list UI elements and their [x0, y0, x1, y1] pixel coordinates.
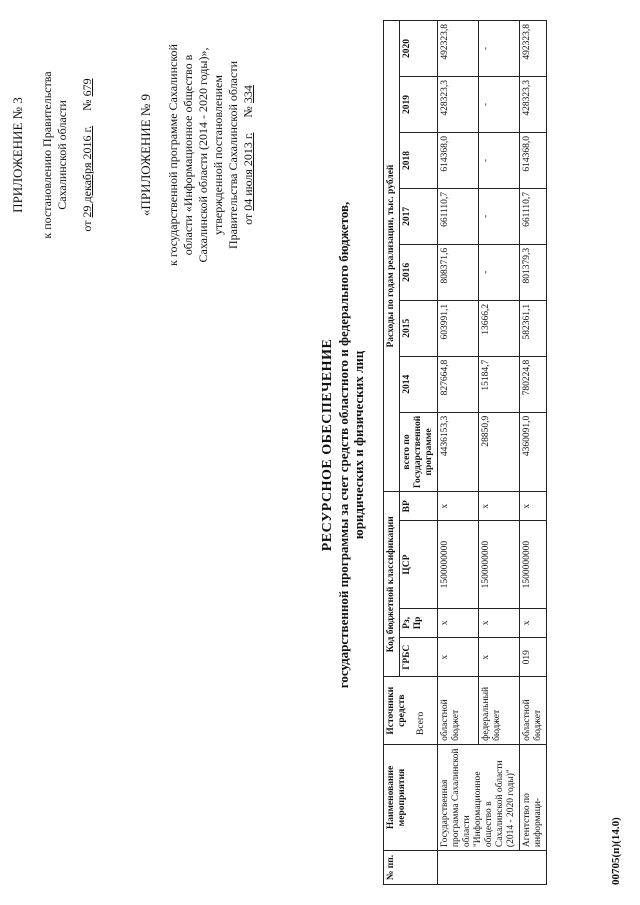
cell-rzpr: х — [438, 608, 479, 637]
cell-2016: - — [479, 244, 520, 300]
cell-grbs: х — [479, 638, 520, 677]
appendix-3-block — [10, 5, 95, 305]
document-subtitle-line2: юридических и физических лиц — [351, 350, 366, 540]
header-year: 2020 — [400, 21, 438, 77]
cell-2014: 780224,8 — [520, 356, 547, 412]
cell-vr: х — [520, 492, 547, 521]
header-grbs: ГРБС — [400, 638, 438, 677]
cell-executor: Агентство по информаци- — [520, 744, 547, 850]
appendix-9-line4: утвержденной постановлением — [211, 75, 225, 235]
cell-2017: 661110,7 — [520, 188, 547, 244]
cell-2019: - — [479, 77, 520, 133]
cell-2020: 492323,8 — [438, 21, 479, 77]
program-name-cell: Государственная программа Сахалинской области "Информационное общество в Сахалинской области (2014 - 2020 годы)" — [438, 744, 520, 850]
resource-table — [383, 20, 547, 885]
header-year: 2014 — [400, 356, 438, 412]
header-rzpr: Рз, Пр — [400, 608, 438, 637]
cell-2020: 492323,8 — [520, 21, 547, 77]
cell-source: федеральный бюджет — [479, 677, 520, 744]
row-number-cell — [438, 851, 547, 885]
cell-2018: - — [479, 133, 520, 189]
appendix-9-from-label: от — [241, 213, 255, 225]
document-title: РЕСУРСНОЕ ОБЕСПЕЧЕНИЕ — [320, 338, 335, 552]
appendix-9-date-line — [241, 5, 256, 305]
header-total: всего по Государственной программе — [400, 412, 438, 491]
cell-vr: х — [479, 492, 520, 521]
header-source: Источники средств — [384, 677, 438, 744]
appendix-9-date: 04 июля 2013 г. — [241, 132, 255, 211]
cell-2019: 428323,3 — [438, 77, 479, 133]
cell-2017: - — [479, 188, 520, 244]
header-csr: ЦСР — [400, 521, 438, 608]
header-expenses: Расходы по годам реализации, тыс. рублей — [384, 21, 400, 492]
cell-2014: 827664,8 — [438, 356, 479, 412]
appendix-3-title: ПРИЛОЖЕНИЕ № 3 — [10, 97, 25, 213]
appendix-9-line3: Сахалинской области (2014 - 2020 годы)», — [196, 47, 210, 263]
cell-source: областной бюджет — [520, 677, 547, 744]
cell-2019: 428323,3 — [520, 77, 547, 133]
cell-2016: 808371,6 — [438, 244, 479, 300]
header-year: 2019 — [400, 77, 438, 133]
table-row — [438, 21, 479, 885]
table-header-row-1 — [384, 21, 400, 885]
header-year: 2018 — [400, 133, 438, 189]
cell-2020: - — [479, 21, 520, 77]
appendix-3-line1: к постановлению Правительства — [40, 71, 54, 239]
cell-source: областной бюджет — [438, 677, 479, 744]
cell-rzpr: х — [520, 608, 547, 637]
footer-code: 00705(п)(14.0) — [610, 817, 622, 885]
cell-total: 4360091,0 — [520, 412, 547, 491]
header-year: 2015 — [400, 300, 438, 356]
cell-csr: 1500000000 — [520, 521, 547, 608]
appendix-3-from-label: от — [80, 220, 94, 232]
header-name: Наименование мероприятия — [384, 744, 438, 850]
cell-2015: 13666,2 — [479, 300, 520, 356]
cell-2015: 603991,1 — [438, 300, 479, 356]
cell-2016: 801379,3 — [520, 244, 547, 300]
appendix-3-line2: Сахалинской области — [55, 100, 69, 210]
cell-grbs: 019 — [520, 638, 547, 677]
cell-2014: 15184,7 — [479, 356, 520, 412]
executor-total-label: Всего — [416, 711, 426, 735]
cell-2018: 614368,0 — [520, 133, 547, 189]
appendix-3-number: 679 — [80, 78, 94, 97]
header-vr: ВР — [400, 492, 438, 521]
document-heading — [320, 125, 366, 765]
appendix-9-number: 334 — [241, 85, 255, 104]
cell-total: 4436153,3 — [438, 412, 479, 491]
appendix-9-no-label: № — [241, 106, 255, 118]
header-year: 2017 — [400, 188, 438, 244]
appendix-9-line1: к государственной программе Сахалинской — [166, 44, 180, 266]
cell-total: 28850,9 — [479, 412, 520, 491]
cell-rzpr: х — [479, 608, 520, 637]
table-row — [520, 21, 547, 885]
cell-csr: 1500000000 — [479, 521, 520, 608]
appendix-9-line2: области «Информационное общество в — [181, 54, 195, 256]
appendix-9-line5: Правительства Сахалинской области — [226, 60, 240, 250]
document-subtitle-line1: государственной программы за счет средств областного и федерального бюджетов, — [336, 201, 351, 689]
appendix-9-block — [138, 5, 256, 305]
appendix-3-no-label: № — [80, 99, 94, 111]
cell-2015: 582361,1 — [520, 300, 547, 356]
appendix-3-date: 29 декабря 2016 г. — [80, 125, 94, 218]
appendix-9-title: «ПРИЛОЖЕНИЕ № 9 — [138, 93, 153, 217]
appendix-3-date-line — [80, 5, 95, 305]
cell-csr: 1500000000 — [438, 521, 479, 608]
cell-2018: 614368,0 — [438, 133, 479, 189]
cell-2017: 661110,7 — [438, 188, 479, 244]
header-year: 2016 — [400, 244, 438, 300]
cell-grbs: х — [438, 638, 479, 677]
cell-vr: х — [438, 492, 479, 521]
header-budget-code: Код бюджетной классификации — [384, 492, 400, 677]
header-no: № пп. — [384, 851, 438, 885]
